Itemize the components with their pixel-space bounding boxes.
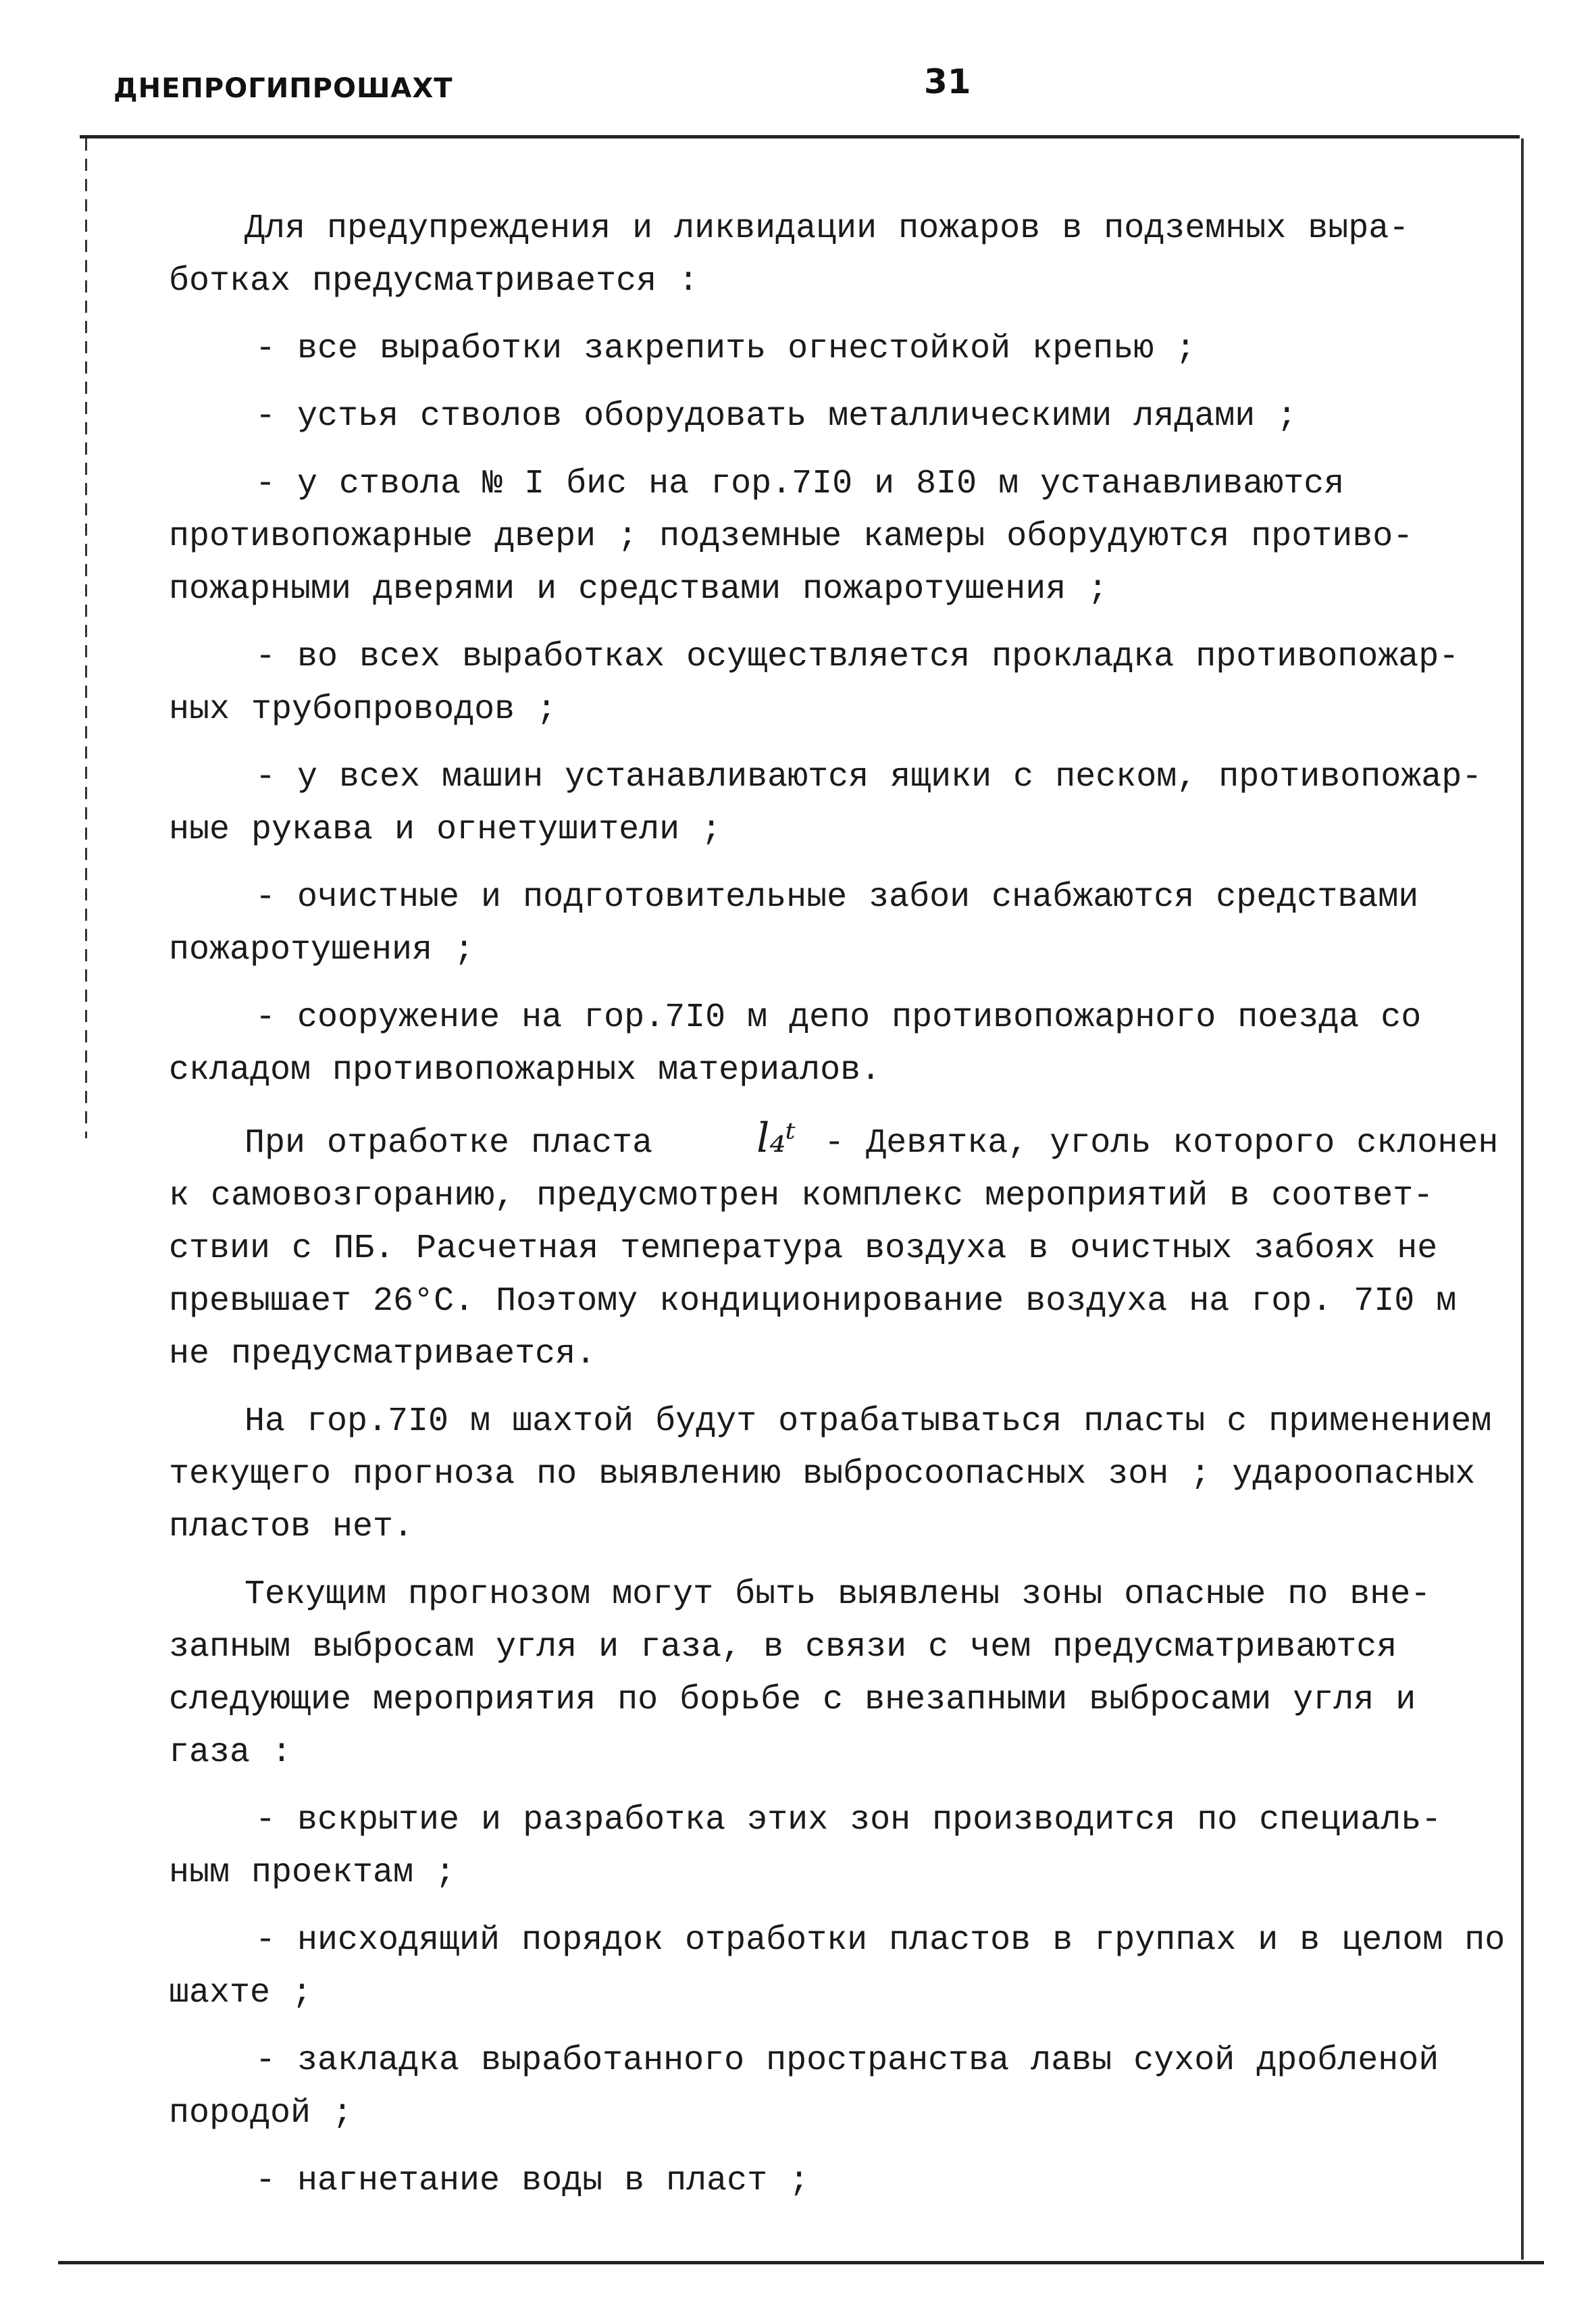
list-item-descending-order: - нисходящий порядок отработки пластов в группах и в целом по шахте ; [169, 1921, 1505, 2012]
paragraph-seam [169, 1112, 1506, 1381]
list-item-sand-boxes: - у всех машин устанавливаются ящики с песком, противопожар- ные рукава и огнетушители ; [169, 758, 1483, 849]
list-item-pipelines: - во всех выработках осуществляется прокладка противопожар- ных трубопроводов ; [169, 638, 1460, 729]
organization-name: ДНЕПРОГИПРОШАХТ [113, 73, 453, 104]
page-number: 31 [924, 62, 971, 101]
list-item-fire-train-depot: - сооружение на гор.7I0 м депо противопожарного поезда со складом противопожарных материалов. [169, 998, 1422, 1090]
paragraph-intro: Для предупреждения и ликвидации пожаров в подземных выра- ботках предусматривается : [169, 209, 1410, 301]
right-margin-line [1521, 138, 1524, 2260]
list-item-fire-doors: - у ствола № I бис на гор.7I0 и 8I0 м устанавливаются противопожарные двери ; подземные камеры оборудуются противо- пожарными дверями и средствами пожаротушения ; [169, 465, 1414, 609]
list-item-faces-equipment: - очистные и подготовительные забои снабжаются средствами пожаротушения ; [169, 878, 1419, 969]
bottom-rule [58, 2261, 1544, 2264]
seam-symbol: l₄ᵗ [756, 1115, 796, 1162]
list-item-shaft-covers: - устья стволов оборудовать металлическими лядами ; [255, 397, 1297, 436]
paragraph-outburst-forecast: На гор.7I0 м шахтой будут отрабатываться пласты с применением текущего прогноза по выявлению выбросоопасных зон ; удароопасных пластов нет. [169, 1402, 1492, 1546]
document-body [169, 203, 1506, 2208]
paragraph-outburst-measures: Текущим прогнозом могут быть выявлены зоны опасные по вне- запным выбросам угля и газа, в связи с чем предусматриваются следующие мероприятия по борьбе с внезапными выбросами угля и газа : [169, 1575, 1431, 1772]
seam-text-after: - Девятка, уголь которого склонен к самовозгоранию, предусмотрен комплекс мероприятий в соответ- ствии с ПБ. Расчетная температура воздуха в очистных забоях не превышает 26°С. Поэтому кондиционирование воздуха на гор. 7I0 м не предусматривается. [169, 1124, 1499, 1373]
list-item-water-injection: - нагнетание воды в пласт ; [255, 2162, 810, 2200]
seam-text-before: При отработке пласта [244, 1124, 653, 1163]
list-item-backfill: - закладка выработанного пространства лавы сухой дробленой породой ; [169, 2041, 1439, 2133]
top-rule [80, 135, 1520, 138]
left-margin-line [85, 138, 87, 1138]
list-item-fireproof-support: - все выработки закрепить огнестойкой крепью ; [255, 330, 1196, 368]
list-item-special-projects: - вскрытие и разработка этих зон производится по специаль- ным проектам ; [169, 1801, 1442, 1892]
